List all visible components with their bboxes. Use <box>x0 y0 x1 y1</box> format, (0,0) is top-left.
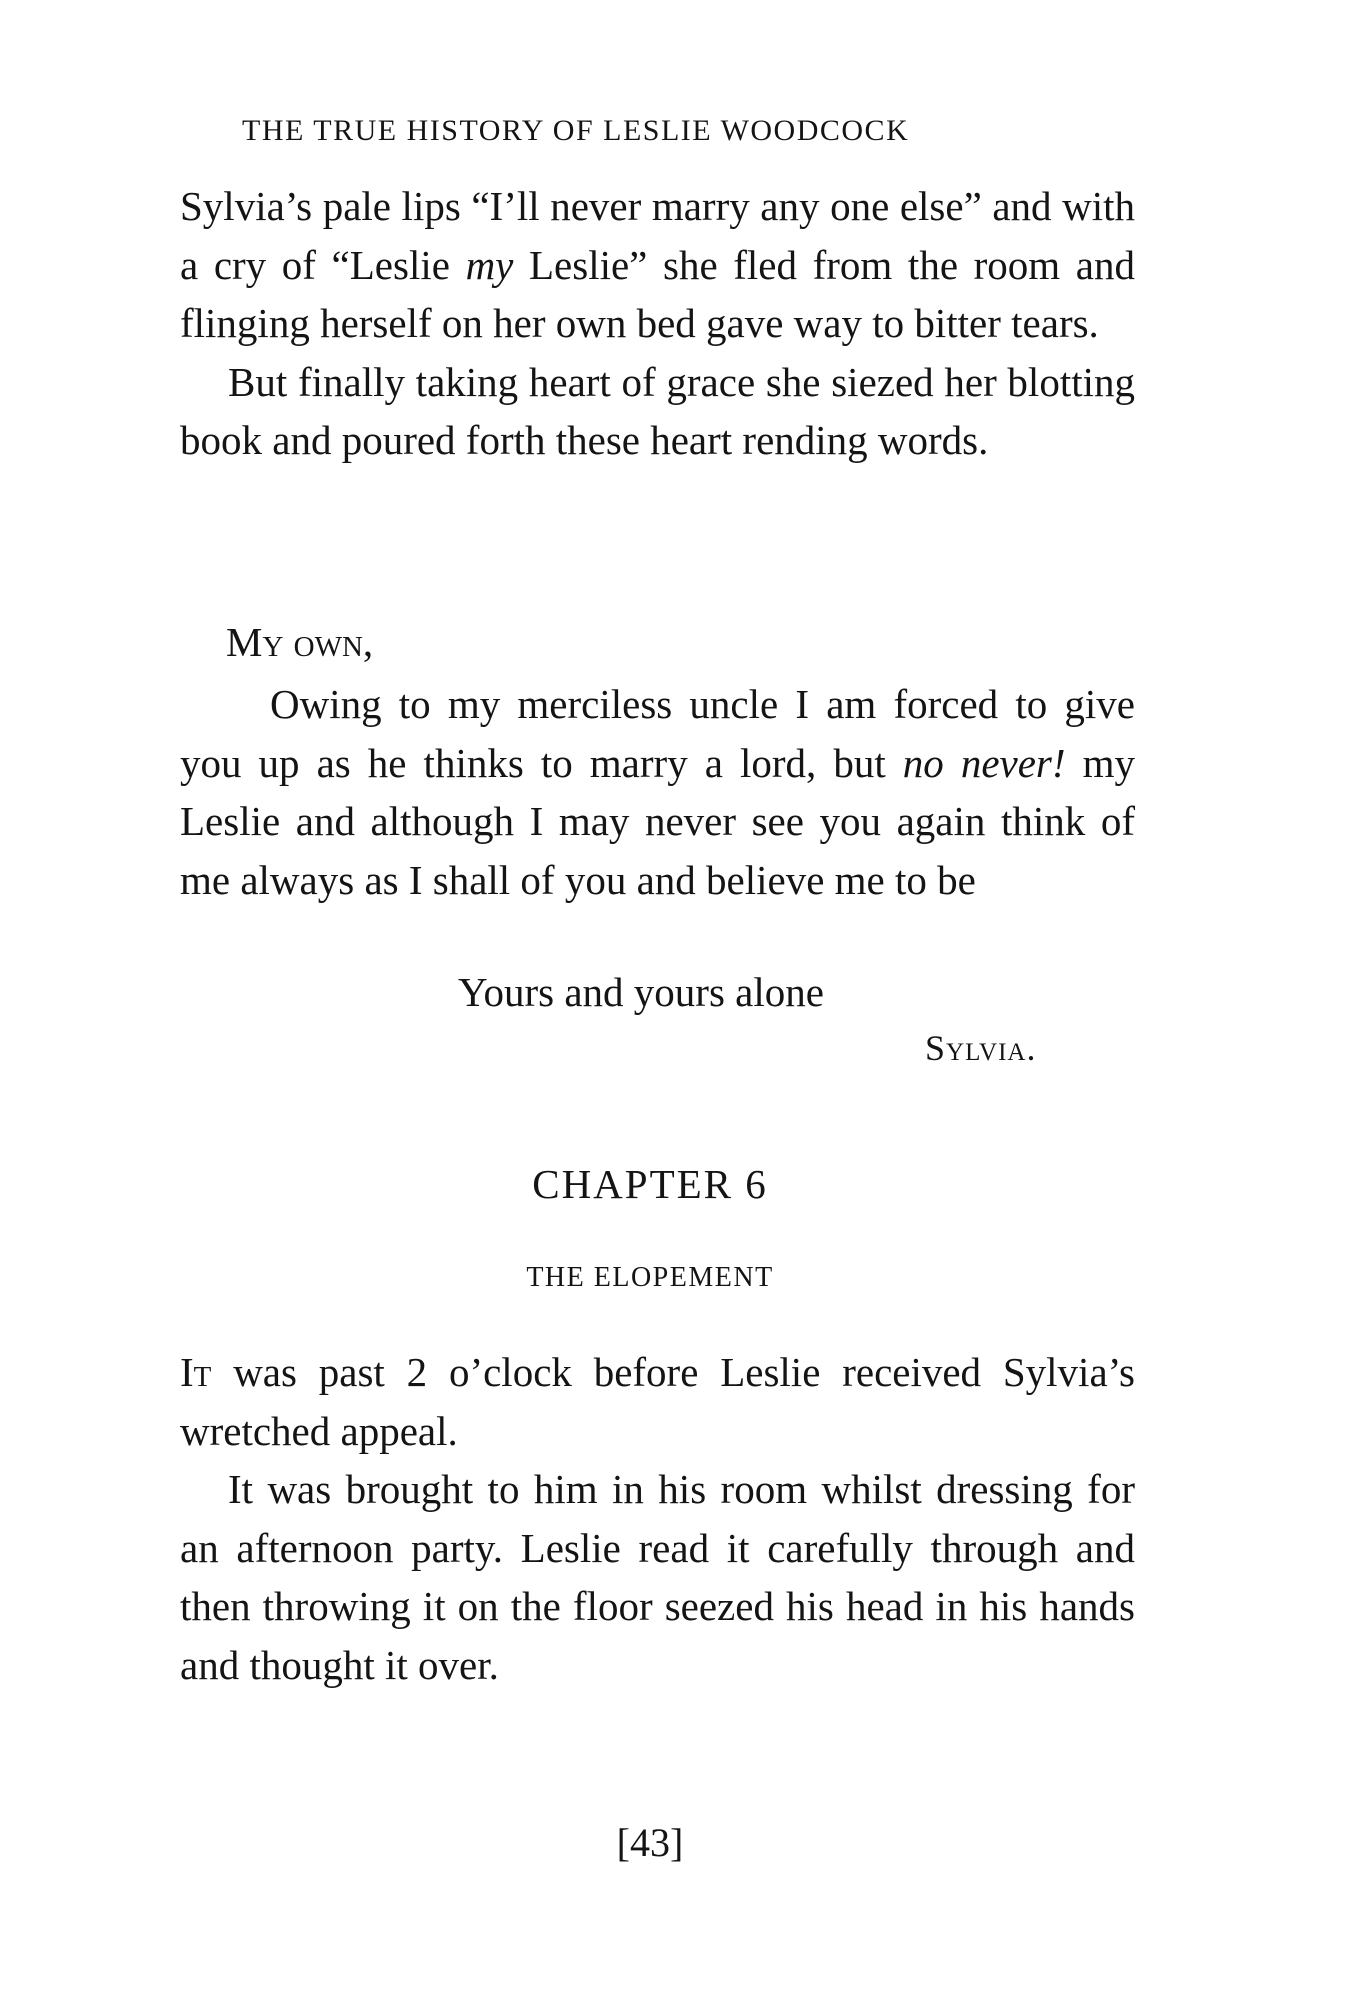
letter-closing: Yours and yours alone <box>458 969 824 1015</box>
paragraph-text: Leslie” she fled from the room and flinging herself on her own bed gave way to bitter tears. <box>180 241 1136 346</box>
emphasis-text: no never! <box>902 739 1066 786</box>
chapter-subtitle: THE ELOPEMENT <box>526 1262 774 1293</box>
letter-text: my Leslie and although I may never see you again think of me always as I shall of you and believe me to be <box>180 739 1135 903</box>
lead-word: It <box>180 1349 212 1395</box>
emphasis-text: my <box>465 241 514 288</box>
opening-text <box>180 177 1135 470</box>
letter-paragraph <box>180 675 1135 909</box>
paragraph <box>180 1343 1135 1460</box>
paragraph: It was brought to him in his room whilst dressing for an afternoon party. Leslie read it carefully through and then throwing it on the floor seezed his head in his hands and thought it over. <box>180 1466 1135 1688</box>
letter-salutation: My own, <box>226 619 374 665</box>
paragraph: But finally taking heart of grace she siezed her blotting book and poured forth these heart rending words. <box>180 358 1135 463</box>
paragraph-text: Sylvia’s pale lips “I’ll never marry any one else” and with a cry of “Leslie <box>180 183 1135 288</box>
letter-signature: Sylvia. <box>925 1028 1037 1068</box>
letter-text: Owing to my merciless uncle I am forced to give you up as he thinks to marry a lord, but <box>180 681 1135 786</box>
chapter-text <box>180 1343 1135 1694</box>
page-number: [43] <box>616 1820 684 1865</box>
chapter-title: CHAPTER 6 <box>532 1161 768 1207</box>
running-head: THE TRUE HISTORY OF LESLIE WOODCOCK <box>242 114 910 147</box>
letter-body <box>180 675 1135 909</box>
paragraph <box>180 177 1135 353</box>
paragraph-text: was past 2 o’clock before Leslie received Sylvia’s wretched appeal. <box>180 1349 1135 1454</box>
